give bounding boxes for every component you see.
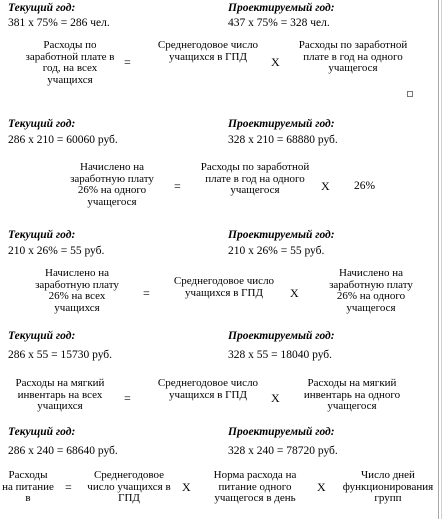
formula-factor-term: Среднегодовое число учащихся в ГПД (157, 377, 259, 401)
projected-year-heading: Проектируемый год: (228, 426, 335, 438)
equals-sign: = (65, 480, 72, 494)
current-year-heading: Текущий год: (8, 426, 76, 438)
formula-factor-term: Расходы на мягкий инвентарь на одного учащегося (303, 377, 401, 412)
equals-sign: = (174, 179, 181, 193)
current-year-heading: Текущий год: (8, 229, 76, 241)
page-border-line (438, 0, 439, 519)
current-year-calc: 381 x 75% = 286 чел. (8, 17, 110, 29)
multiply-sign: X (271, 391, 280, 405)
projected-year-calc: 437 x 75% = 328 чел. (228, 17, 330, 29)
formula-factor-term: Среднегодовое число учащихся в ГПД (87, 469, 171, 504)
projected-year-heading: Проектируемый год: (228, 118, 335, 130)
projected-year-heading: Проектируемый год: (228, 2, 335, 14)
formula-result-term: Начислено на заработную плату 26% на всех учащихся (35, 267, 119, 314)
projected-year-heading: Проектируемый год: (228, 229, 335, 241)
multiply-sign: X (290, 286, 299, 300)
formula-factor-term: Начислено на заработную плату 26% на одного учащегося (329, 267, 413, 314)
projected-year-calc: 328 x 210 = 68880 руб. (228, 134, 338, 146)
multiply-sign: X (271, 55, 280, 69)
equals-sign: = (124, 391, 131, 405)
multiply-sign: X (182, 480, 191, 494)
formula-factor-term: Среднегодовое число учащихся в ГПД (173, 275, 275, 299)
multiply-sign: X (317, 480, 326, 494)
formula-result-term: Расходы на мягкий инвентарь на всех учащихся (15, 377, 105, 412)
equals-sign: = (143, 286, 150, 300)
formula-result-term: Расходы на питание в (2, 469, 54, 504)
formula-result-term: Расходы по заработной плате в год, на всех учащихся (25, 39, 115, 86)
formula-percent-term: 26% (354, 180, 376, 192)
equals-sign: = (124, 55, 131, 69)
page-border-line (441, 0, 442, 519)
formula-factor-term: Число дней функционирования групп (342, 469, 434, 504)
formula-factor-term: Расходы по заработной плате в год на одного учащегося (298, 39, 408, 74)
projected-year-calc: 328 x 55 = 18040 руб. (228, 349, 333, 361)
current-year-heading: Текущий год: (8, 118, 76, 130)
formula-result-term: Начислено на заработную плату 26% на одного учащегося (70, 161, 154, 208)
current-year-calc: 286 x 240 = 68640 руб. (8, 445, 118, 457)
current-year-heading: Текущий год: (8, 330, 76, 342)
current-year-calc: 210 x 26% = 55 руб. (8, 245, 105, 257)
formula-factor-term: Норма расхода на питание одного учащегося в день (213, 469, 297, 504)
current-year-heading: Текущий год: (8, 2, 76, 14)
multiply-sign: X (321, 179, 330, 193)
small-square-mark (407, 91, 413, 97)
projected-year-calc: 210 x 26% = 55 руб. (228, 245, 325, 257)
projected-year-heading: Проектируемый год: (228, 330, 335, 342)
current-year-calc: 286 x 55 = 15730 руб. (8, 349, 113, 361)
current-year-calc: 286 x 210 = 60060 руб. (8, 134, 118, 146)
formula-factor-term: Расходы по заработной плате в год на одного учащегося (200, 161, 310, 196)
formula-factor-term: Среднегодовое число учащихся в ГПД (157, 39, 259, 63)
projected-year-calc: 328 x 240 = 78720 руб. (228, 445, 338, 457)
